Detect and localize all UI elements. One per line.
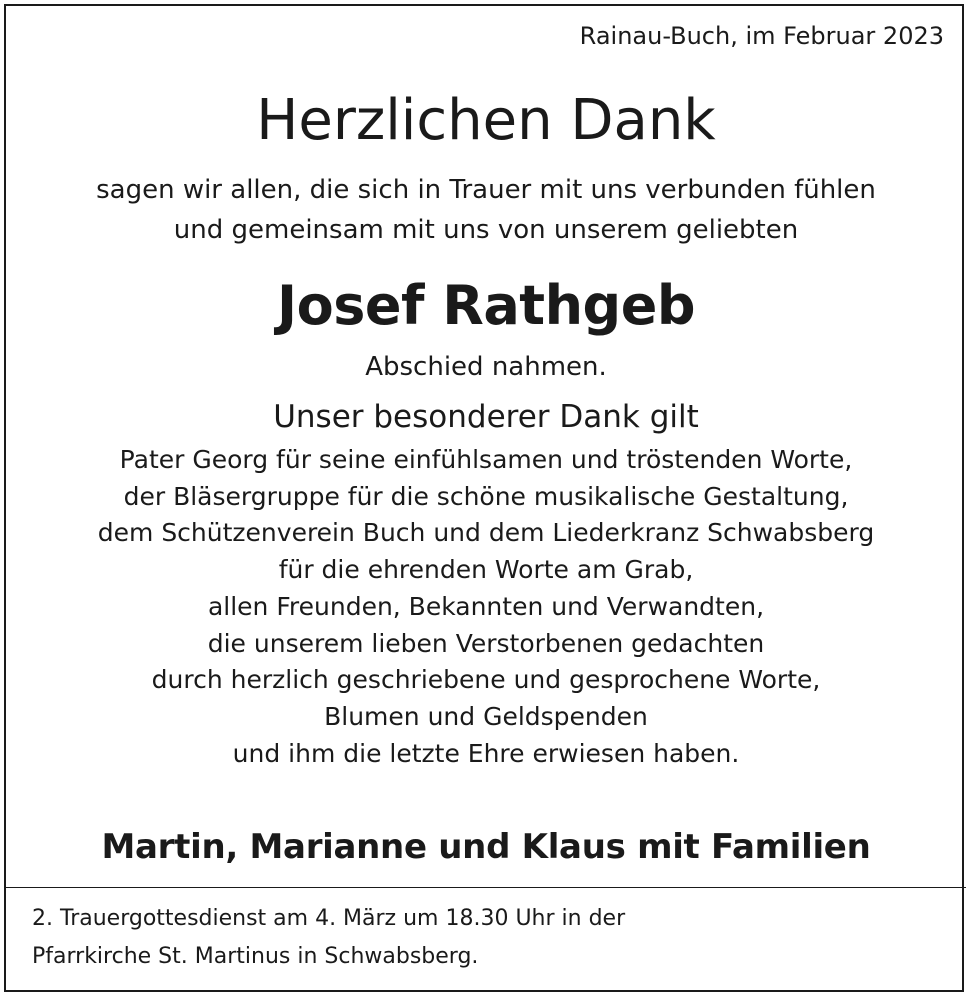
thanks-heading: Unser besonderer Dank gilt [273, 399, 699, 435]
thanks-line: allen Freunden, Bekannten und Verwandten, [207, 591, 765, 621]
thanks-line: Pater Georg für seine einfühlsamen und tröstenden Worte, [119, 445, 853, 474]
thanks-line: Blumen und Geldspenden [324, 701, 648, 731]
service-info [32, 900, 625, 976]
notice-title: Herzlichen Dank [256, 88, 716, 153]
service-line: 2. Trauergottesdienst am 4. März um 18.30 Uhr in der [32, 906, 626, 931]
farewell-text: Abschied nahmen. [365, 352, 607, 382]
place-date: Rainau-Buch, im Februar 2023 [579, 22, 944, 50]
thanks-line: durch herzlich geschriebene und gesprochene Worte, [151, 665, 821, 695]
intro-text [0, 170, 972, 250]
family-signature: Martin, Marianne und Klaus mit Familien [101, 827, 871, 867]
divider [6, 887, 966, 888]
intro-line: sagen wir allen, die sich in Trauer mit uns verbunden fühlen [96, 175, 876, 205]
thanks-line: und ihm die letzte Ehre erwiesen haben. [232, 738, 740, 768]
thanks-line: der Bläsergruppe für die schöne musikalische Gestaltung, [123, 481, 849, 511]
thanks-line: dem Schützenverein Buch und dem Liederkranz Schwabsberg [97, 518, 875, 548]
thanks-line: für die ehrenden Worte am Grab, [278, 555, 694, 585]
deceased-name: Josef Rathgeb [277, 274, 695, 337]
thanks-line: die unserem lieben Verstorbenen gedachten [207, 628, 765, 658]
intro-line: und gemeinsam mit uns von unserem geliebten [173, 215, 799, 245]
thanks-list [0, 442, 972, 772]
service-line: Pfarrkirche St. Martinus in Schwabsberg. [32, 944, 479, 969]
